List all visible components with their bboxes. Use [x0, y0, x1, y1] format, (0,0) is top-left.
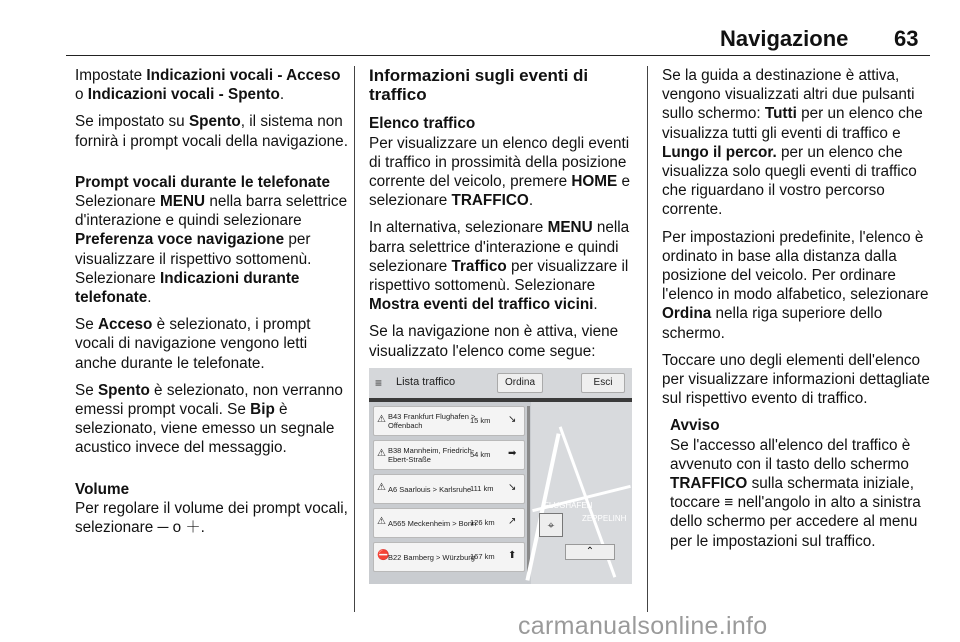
bold-text: TRAFFICO	[451, 192, 529, 210]
bold-text: HOME	[571, 173, 618, 191]
list-item-text: A565 Meckenheim > Bonn	[388, 519, 477, 528]
bold-text: Indicazioni vocali - Spento	[87, 86, 280, 104]
column-2	[369, 66, 637, 369]
direction-arrow-icon: ↗	[508, 516, 517, 527]
list-item-distance: 54 km	[470, 450, 491, 459]
bold-text: Lungo il percor.	[662, 143, 777, 161]
text: Impostate	[75, 67, 147, 84]
text: Se la guida a destinazione è attiva, vengono visualizzati altri due pulsanti sullo schermo:	[662, 67, 915, 123]
text: e selezionare	[369, 173, 631, 210]
text: per un elenco che visualizza tutti gli eventi di traffico e	[662, 105, 923, 142]
text: per visualizzare il rispettivo sottomenù. Selezionare	[369, 257, 629, 295]
bold-text: Mostra eventi del traffico vicini	[369, 296, 594, 314]
paragraph: Per regolare il volume dei prompt vocali, selezionare ─ o ＋.	[75, 499, 348, 537]
watermark: carmanualsonline.info	[518, 612, 768, 640]
screen-title: Lista traffico	[396, 376, 456, 388]
text: è selezionato, i prompt vocali di navigazione vengono letti anche durante le telefonate.	[75, 316, 311, 372]
subheading: Elenco traffico	[369, 115, 476, 133]
list-item-distance: 111 km	[470, 484, 494, 493]
text: Per impostazioni predefinite, l'elenco è ordinato in base alla distanza dalla posizione del veicolo. Per ordinare l'elenco in modo alfabetico, selezionare	[662, 228, 929, 304]
traffic-event-icon: ⚠	[377, 414, 386, 425]
column-3	[662, 66, 930, 559]
sort-button: Ordina	[497, 373, 543, 393]
bold-text: Spento	[188, 113, 241, 131]
exit-button: Esci	[581, 373, 625, 393]
text: Se l'accesso all'elenco del traffico è avvenuto con il tasto dello schermo	[670, 436, 911, 473]
text: sulla schermata iniziale, toccare	[670, 475, 914, 512]
paragraph	[369, 218, 637, 314]
paragraph	[75, 112, 350, 150]
subheading: Volume	[75, 480, 130, 498]
scrollbar	[527, 406, 530, 578]
list-item-distance: 15 km	[470, 416, 491, 425]
column-divider-1	[354, 66, 355, 612]
menu-icon: ≡	[724, 494, 734, 512]
subheading: Prompt vocali durante le telefonate	[75, 173, 331, 191]
traffic-list	[373, 406, 523, 578]
paragraph	[662, 66, 930, 220]
bold-text: Spento	[97, 381, 150, 399]
map-label: ZEPPELINH	[582, 514, 627, 523]
paragraph	[369, 134, 637, 211]
compass-icon: ⌖	[539, 513, 563, 537]
text: o	[75, 86, 88, 104]
bold-text: Ordina	[662, 305, 712, 323]
text: .	[528, 192, 534, 210]
list-item-text: B43 Frankfurt Flughafen > Offenbach	[388, 412, 476, 430]
list-item-distance: 167 km	[470, 552, 495, 561]
list-item	[373, 406, 525, 436]
column-1	[75, 66, 350, 545]
paragraph	[75, 315, 350, 373]
road-closed-icon: ⛔	[377, 550, 390, 561]
paragraph: Se la navigazione non è attiva, viene visualizzato l'elenco come segue:	[369, 323, 619, 360]
bold-text: Indicazioni durante telefonate	[75, 269, 300, 307]
map-label: FLUGHAFEN	[544, 501, 593, 510]
text: Se impostato su	[75, 113, 189, 131]
direction-arrow-icon: ↘	[508, 414, 517, 425]
traffic-event-icon: ⚠	[377, 516, 386, 527]
list-item	[373, 542, 525, 572]
traffic-event-icon: ⚠	[377, 448, 386, 459]
text: .	[279, 86, 285, 104]
direction-arrow-icon: ↘	[508, 482, 517, 493]
note-title: Avviso	[670, 417, 720, 435]
text: nella barra selettrice d'interazione e quindi selezionare	[369, 219, 630, 275]
bold-text: Acceso	[97, 316, 153, 334]
list-item-text: B38 Mannheim, Friedrich-Ebert-Straße	[388, 446, 475, 464]
header-divider	[66, 55, 930, 56]
bold-text: MENU	[160, 193, 206, 211]
text: Per visualizzare un elenco degli eventi di traffico in prossimità della posizione corrente del veicolo, premere	[369, 134, 630, 191]
traffic-event-icon: ⚠	[377, 482, 386, 493]
list-item	[373, 440, 525, 470]
bold-text: Indicazioni vocali - Acceso	[146, 67, 341, 84]
text: In alternativa, selezionare	[369, 219, 548, 237]
direction-arrow-icon: ⬆	[508, 550, 517, 561]
list-item	[373, 508, 525, 538]
text: , il sistema non fornirà i prompt vocali della navigazione.	[75, 113, 348, 150]
text: è selezionato, viene emesso un segnale acustico invece del messaggio.	[75, 401, 335, 457]
direction-arrow-icon: ➡	[508, 448, 517, 459]
column-divider-2	[647, 66, 648, 612]
text: è selezionato, non verranno emessi prompt vocali. Se	[75, 381, 343, 419]
bold-text: Tutti	[764, 105, 797, 123]
bold-text: Preferenza voce navigazione	[75, 231, 285, 249]
text: Selezionare	[75, 193, 161, 211]
bold-text: Traffico	[451, 257, 507, 275]
paragraph	[75, 381, 350, 458]
text: nella barra selettrice d'interazione e quindi selezionare	[75, 193, 348, 230]
text: nella riga superiore dello schermo.	[662, 305, 883, 342]
list-item-distance: 126 km	[470, 518, 495, 527]
section-heading: Informazioni sugli eventi di traffico	[369, 66, 589, 105]
text: Se	[75, 316, 98, 334]
chevron-up-icon: ⌃	[565, 544, 615, 560]
bold-text: TRAFFICO	[670, 475, 748, 493]
note-box	[662, 416, 930, 550]
bold-text: MENU	[547, 219, 593, 237]
list-item-text: B22 Bamberg > Würzburg	[388, 553, 475, 562]
text: .	[593, 296, 598, 314]
paragraph	[75, 66, 350, 104]
text: nell'angolo in alto a sinistra dello schermo per accedere al menu per le impostazioni sul traffico.	[670, 494, 921, 550]
text: .	[147, 289, 152, 307]
page-number: 63	[894, 26, 919, 51]
paragraph: Toccare uno degli elementi dell'elenco per visualizzare informazioni dettagliate sul rispettivo evento di traffico.	[662, 351, 930, 408]
note-text	[670, 436, 930, 551]
list-item	[373, 474, 525, 504]
list-item-text: A6 Saarlouis > Karlsruhe	[388, 485, 472, 494]
text: Se	[75, 381, 98, 399]
paragraph	[662, 228, 930, 343]
menu-back-icon: ≡	[375, 376, 383, 390]
text: per un elenco che visualizza solo quegli eventi di traffico che riguardano il vostro percorso corrente.	[662, 143, 917, 219]
text: per visualizzare il rispettivo sottomenù. Selezionare	[75, 231, 312, 287]
traffic-list-screenshot	[369, 368, 632, 584]
bold-text: Bip	[250, 401, 275, 419]
paragraph	[75, 192, 350, 307]
page-section-title: Navigazione	[720, 26, 849, 51]
